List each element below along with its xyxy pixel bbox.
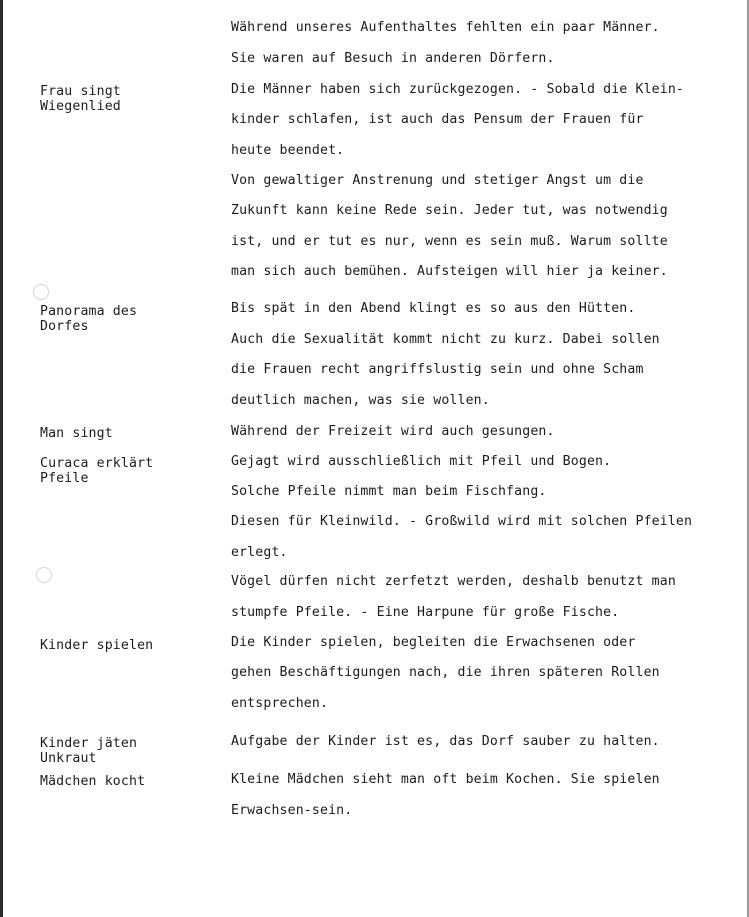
text-line: Diesen für Kleinwild. - Großwild wird mit solchen Pfeilen [231, 514, 693, 529]
margin-note: Kinder jäten Unkraut [40, 736, 138, 766]
text-line: kinder schlafen, ist auch das Pensum der Frauen für [231, 112, 644, 127]
text-line: Von gewaltiger Anstrenung und stetiger Angst um die [231, 173, 644, 188]
margin-note: Curaca erklärt Pfeile [40, 456, 154, 486]
page-left-edge [0, 0, 3, 917]
punch-hole-mark [33, 284, 49, 300]
text-line: Aufgabe der Kinder ist es, das Dorf sauber zu halten. [231, 734, 660, 749]
text-line: Erwachsen-sein. [231, 803, 353, 818]
text-line: gehen Beschäftigungen nach, die ihren späteren Rollen [231, 665, 660, 680]
text-line: Sie waren auf Besuch in anderen Dörfern. [231, 51, 555, 66]
text-line: man sich auch bemühen. Aufsteigen will hier ja keiner. [231, 264, 668, 279]
text-line: Zukunft kann keine Rede sein. Jeder tut, was notwendig [231, 203, 668, 218]
text-line: Auch die Sexualität kommt nicht zu kurz. Dabei sollen [231, 332, 660, 347]
text-line: Solche Pfeile nimmt man beim Fischfang. [231, 484, 547, 499]
text-line: Gejagt wird ausschließlich mit Pfeil und Bogen. [231, 454, 612, 469]
text-line: Die Männer haben sich zurückgezogen. - Sobald die Klein- [231, 82, 685, 97]
text-line: erlegt. [231, 545, 288, 560]
text-line: entsprechen. [231, 696, 329, 711]
text-line: Die Kinder spielen, begleiten die Erwachsenen oder [231, 635, 636, 650]
punch-hole-mark [36, 567, 52, 583]
margin-note: Man singt [40, 426, 113, 441]
text-line: Kleine Mädchen sieht man oft beim Kochen. Sie spielen [231, 772, 660, 787]
margin-note: Kinder spielen [40, 638, 154, 653]
text-line: die Frauen recht angriffslustig sein und ohne Scham [231, 362, 644, 377]
margin-note: Panorama des Dorfes [40, 304, 138, 334]
margin-note: Frau singt Wiegenlied [40, 84, 121, 114]
margin-note: Mädchen kocht [40, 774, 146, 789]
text-line: ist, und er tut es nur, wenn es sein muß. Warum sollte [231, 234, 668, 249]
text-line: heute beendet. [231, 143, 345, 158]
text-line: Vögel dürfen nicht zerfetzt werden, deshalb benutzt man [231, 574, 676, 589]
text-line: Bis spät in den Abend klingt es so aus den Hütten. [231, 301, 636, 316]
text-line: Während unseres Aufenthaltes fehlten ein paar Männer. [231, 20, 660, 35]
text-line: stumpfe Pfeile. - Eine Harpune für große Fische. [231, 605, 620, 620]
text-line: Während der Freizeit wird auch gesungen. [231, 424, 555, 439]
text-line: deutlich machen, was sie wollen. [231, 393, 490, 408]
